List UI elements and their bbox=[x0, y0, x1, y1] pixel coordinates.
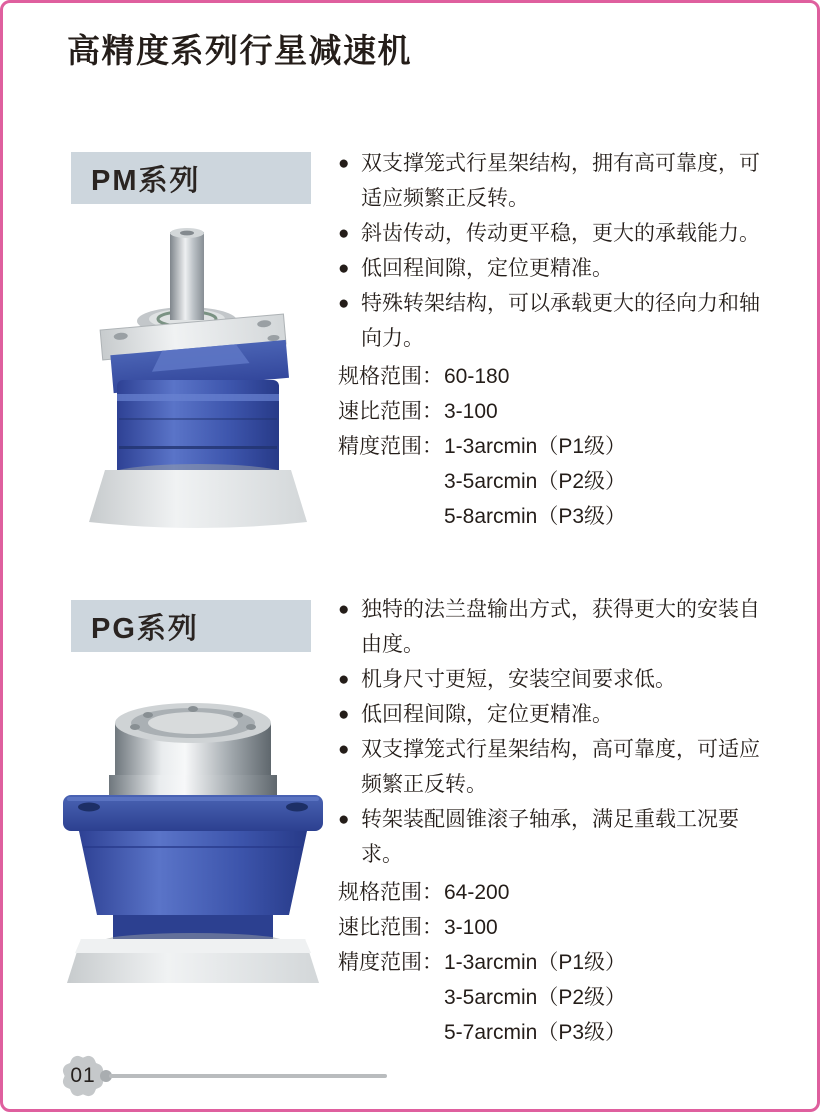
spec-label bbox=[338, 464, 444, 499]
spec-value: 1-3arcmin（P1级） bbox=[444, 435, 627, 458]
spec-label bbox=[338, 499, 444, 534]
bullet-icon: ● bbox=[338, 599, 350, 620]
pm-product-image bbox=[73, 218, 323, 533]
spec-label bbox=[338, 1015, 444, 1050]
spec-row bbox=[338, 910, 808, 945]
feature-line: 双支撑笼式行星架结构，拥有高可靠度，可 bbox=[361, 152, 760, 175]
spec-value: 1-3arcmin（P1级） bbox=[444, 951, 627, 974]
pm-gearbox-illustration bbox=[73, 218, 323, 533]
bullet-icon: ● bbox=[338, 704, 350, 725]
pg-content-column bbox=[338, 592, 808, 1050]
spec-row bbox=[338, 359, 808, 394]
spec-label: 精度范围： bbox=[338, 951, 443, 974]
spec-label: 速比范围： bbox=[338, 400, 443, 423]
spec-label: 精度范围： bbox=[338, 435, 443, 458]
spec-label bbox=[338, 980, 444, 1015]
pm-content-column bbox=[338, 146, 808, 534]
feature-line: 斜齿传动，传动更平稳，更大的承载能力。 bbox=[361, 222, 760, 245]
spec-value: 3-100 bbox=[444, 916, 498, 939]
feature-line: 独特的法兰盘输出方式，获得更大的安装自 bbox=[361, 598, 760, 621]
spec-value: 64-200 bbox=[444, 881, 510, 904]
spec-value: 5-8arcmin（P3级） bbox=[444, 505, 627, 528]
feature-item bbox=[338, 216, 808, 251]
spec-value: 3-100 bbox=[444, 400, 498, 423]
bullet-icon: ● bbox=[338, 153, 350, 174]
feature-line: 双支撑笼式行星架结构，高可靠度，可适应 bbox=[361, 738, 760, 761]
spec-row bbox=[338, 499, 808, 534]
spec-row bbox=[338, 945, 808, 980]
bullet-icon: ● bbox=[338, 669, 350, 690]
page-number: 01 bbox=[70, 1064, 96, 1087]
spec-label: 规格范围： bbox=[338, 365, 443, 388]
feature-item bbox=[338, 251, 808, 286]
footer-divider-line bbox=[109, 1074, 387, 1078]
feature-item bbox=[338, 592, 808, 662]
spec-row bbox=[338, 394, 808, 429]
feature-line: 转架装配圆锥滚子轴承，满足重载工况要 bbox=[361, 808, 739, 831]
bullet-icon: ● bbox=[338, 739, 350, 760]
pg-product-image bbox=[53, 683, 333, 983]
feature-item bbox=[338, 697, 808, 732]
spec-row bbox=[338, 429, 808, 464]
feature-line: 频繁正反转。 bbox=[361, 773, 487, 796]
feature-line: 由度。 bbox=[361, 633, 424, 656]
bullet-icon: ● bbox=[338, 223, 350, 244]
feature-line: 求。 bbox=[361, 843, 403, 866]
spec-label: 规格范围： bbox=[338, 881, 443, 904]
feature-line: 特殊转架结构，可以承载更大的径向力和轴 bbox=[361, 292, 760, 315]
feature-line: 向力。 bbox=[361, 327, 424, 350]
feature-item bbox=[338, 146, 808, 216]
pm-spec-list bbox=[338, 359, 808, 534]
feature-item bbox=[338, 662, 808, 697]
pm-series-label: PM系列 bbox=[71, 152, 311, 204]
bullet-icon: ● bbox=[338, 258, 350, 279]
feature-line: 适应频繁正反转。 bbox=[361, 187, 529, 210]
feature-line: 低回程间隙，定位更精准。 bbox=[361, 257, 613, 280]
feature-item bbox=[338, 732, 808, 802]
feature-item bbox=[338, 802, 808, 872]
pg-series-label: PG系列 bbox=[71, 600, 311, 652]
spec-row bbox=[338, 1015, 808, 1050]
spec-value: 60-180 bbox=[444, 365, 510, 388]
spec-label: 速比范围： bbox=[338, 916, 443, 939]
spec-value: 3-5arcmin（P2级） bbox=[444, 986, 627, 1009]
page-title: 高精度系列行星减速机 bbox=[67, 32, 412, 69]
pg-spec-list bbox=[338, 875, 808, 1050]
spec-value: 3-5arcmin（P2级） bbox=[444, 470, 627, 493]
bullet-icon: ● bbox=[338, 809, 350, 830]
bullet-icon: ● bbox=[338, 293, 350, 314]
feature-line: 低回程间隙，定位更精准。 bbox=[361, 703, 613, 726]
feature-item bbox=[338, 286, 808, 356]
spec-value: 5-7arcmin（P3级） bbox=[444, 1021, 627, 1044]
feature-line: 机身尺寸更短，安装空间要求低。 bbox=[361, 668, 676, 691]
spec-row bbox=[338, 875, 808, 910]
pg-gearbox-illustration bbox=[53, 683, 333, 983]
spec-row bbox=[338, 980, 808, 1015]
spec-row bbox=[338, 464, 808, 499]
